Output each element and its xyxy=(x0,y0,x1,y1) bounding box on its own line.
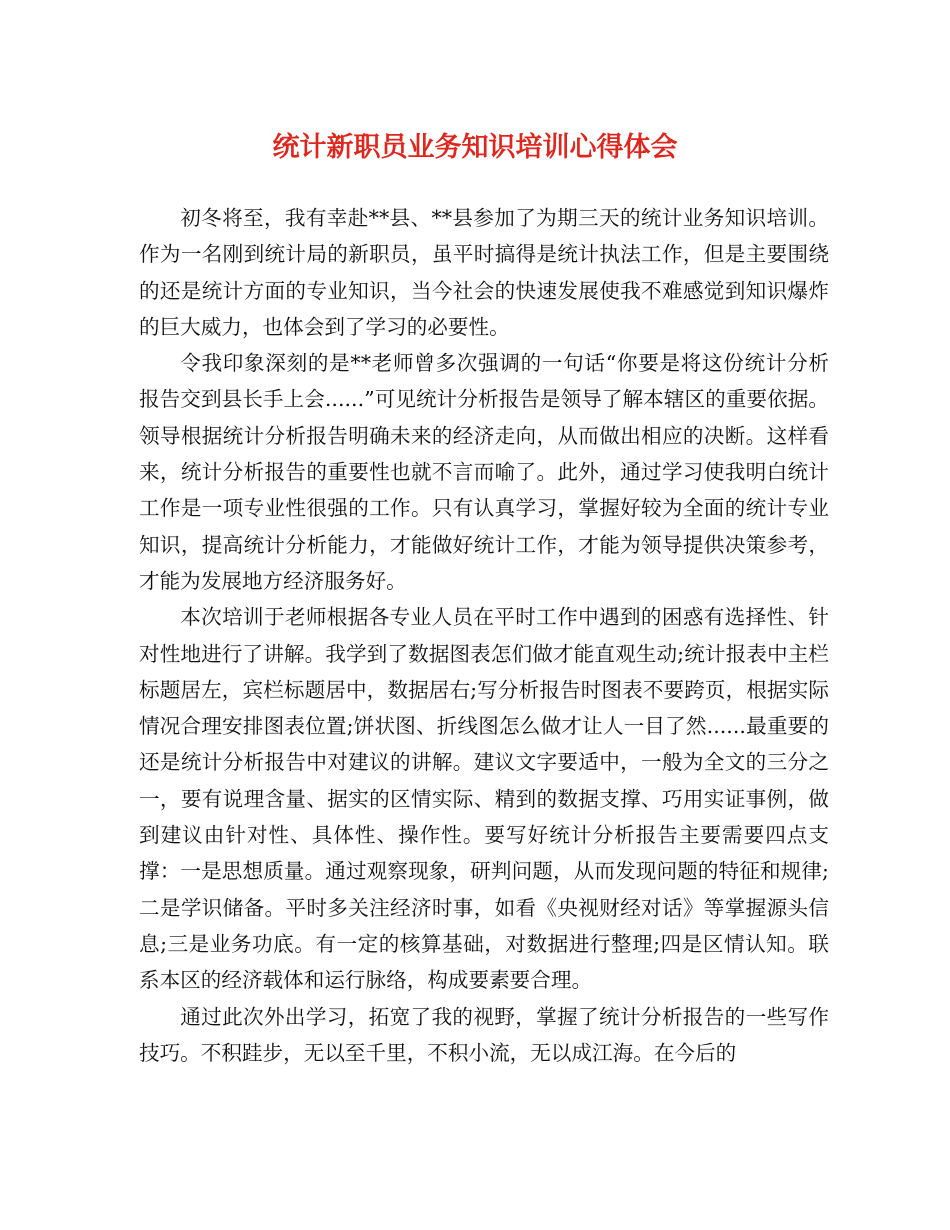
paragraph-3: 本次培训于老师根据各专业人员在平时工作中遇到的困惑有选择性、针对性地进行了讲解。我学到了数据图表怎们做才能直观生动;统计报表中主栏标题居左，宾栏标题居中，数据居右;写分析报告时图表不要跨页，根据实际情况合理安排图表位置;饼状图、折线图怎么做才让人一目了然......最重要的还是统计分析报告中对建议的讲解。建议文字要适中，一般为全文的三分之一，要有说理含量、据实的区情实际、精到的数据支撑、巧用实证事例，做到建议由针对性、具体性、操作性。要写好统计分析报告主要需要四点支撑：一是思想质量。通过观察现象，研判问题，从而发现问题的特征和规律;二是学识储备。平时多关注经济时事，如看《央视财经对话》等掌握源头信息;三是业务功底。有一定的核算基础，对数据进行整理;四是区情认知。联系本区的经济载体和运行脉络，构成要素要合理。 xyxy=(139,605,829,993)
paragraph-2: 令我印象深刻的是**老师曾多次强调的一句话“你要是将这份统计分析报告交到县长手上会......”可见统计分析报告是领导了解本辖区的重要依据。领导根据统计分析报告明确未来的经济走向，从而做出相应的决断。这样看来，统计分析报告的重要性也就不言而喻了。此外，通过学习使我明白统计工作是一项专业性很强的工作。只有认真学习，掌握好较为全面的统计专业知识，提高统计分析能力，才能做好统计工作，才能为领导提供决策参考，才能为发展地方经济服务好。 xyxy=(139,351,829,593)
document-body xyxy=(139,200,829,1071)
paragraph-1: 初冬将至，我有幸赴**县、**县参加了为期三天的统计业务知识培训。作为一名刚到统计局的新职员，虽平时搞得是统计执法工作，但是主要围绕的还是统计方面的专业知识，当今社会的快速发展使我不难感觉到知识爆炸的巨大威力，也体会到了学习的必要性。 xyxy=(139,206,829,339)
document-title: 统计新职员业务知识培训心得体会 xyxy=(272,132,678,163)
paragraph-4: 通过此次外出学习，拓宽了我的视野，掌握了统计分析报告的一些写作技巧。不积跬步，无以至千里，不积小流，无以成江海。在今后的 xyxy=(139,1004,829,1065)
